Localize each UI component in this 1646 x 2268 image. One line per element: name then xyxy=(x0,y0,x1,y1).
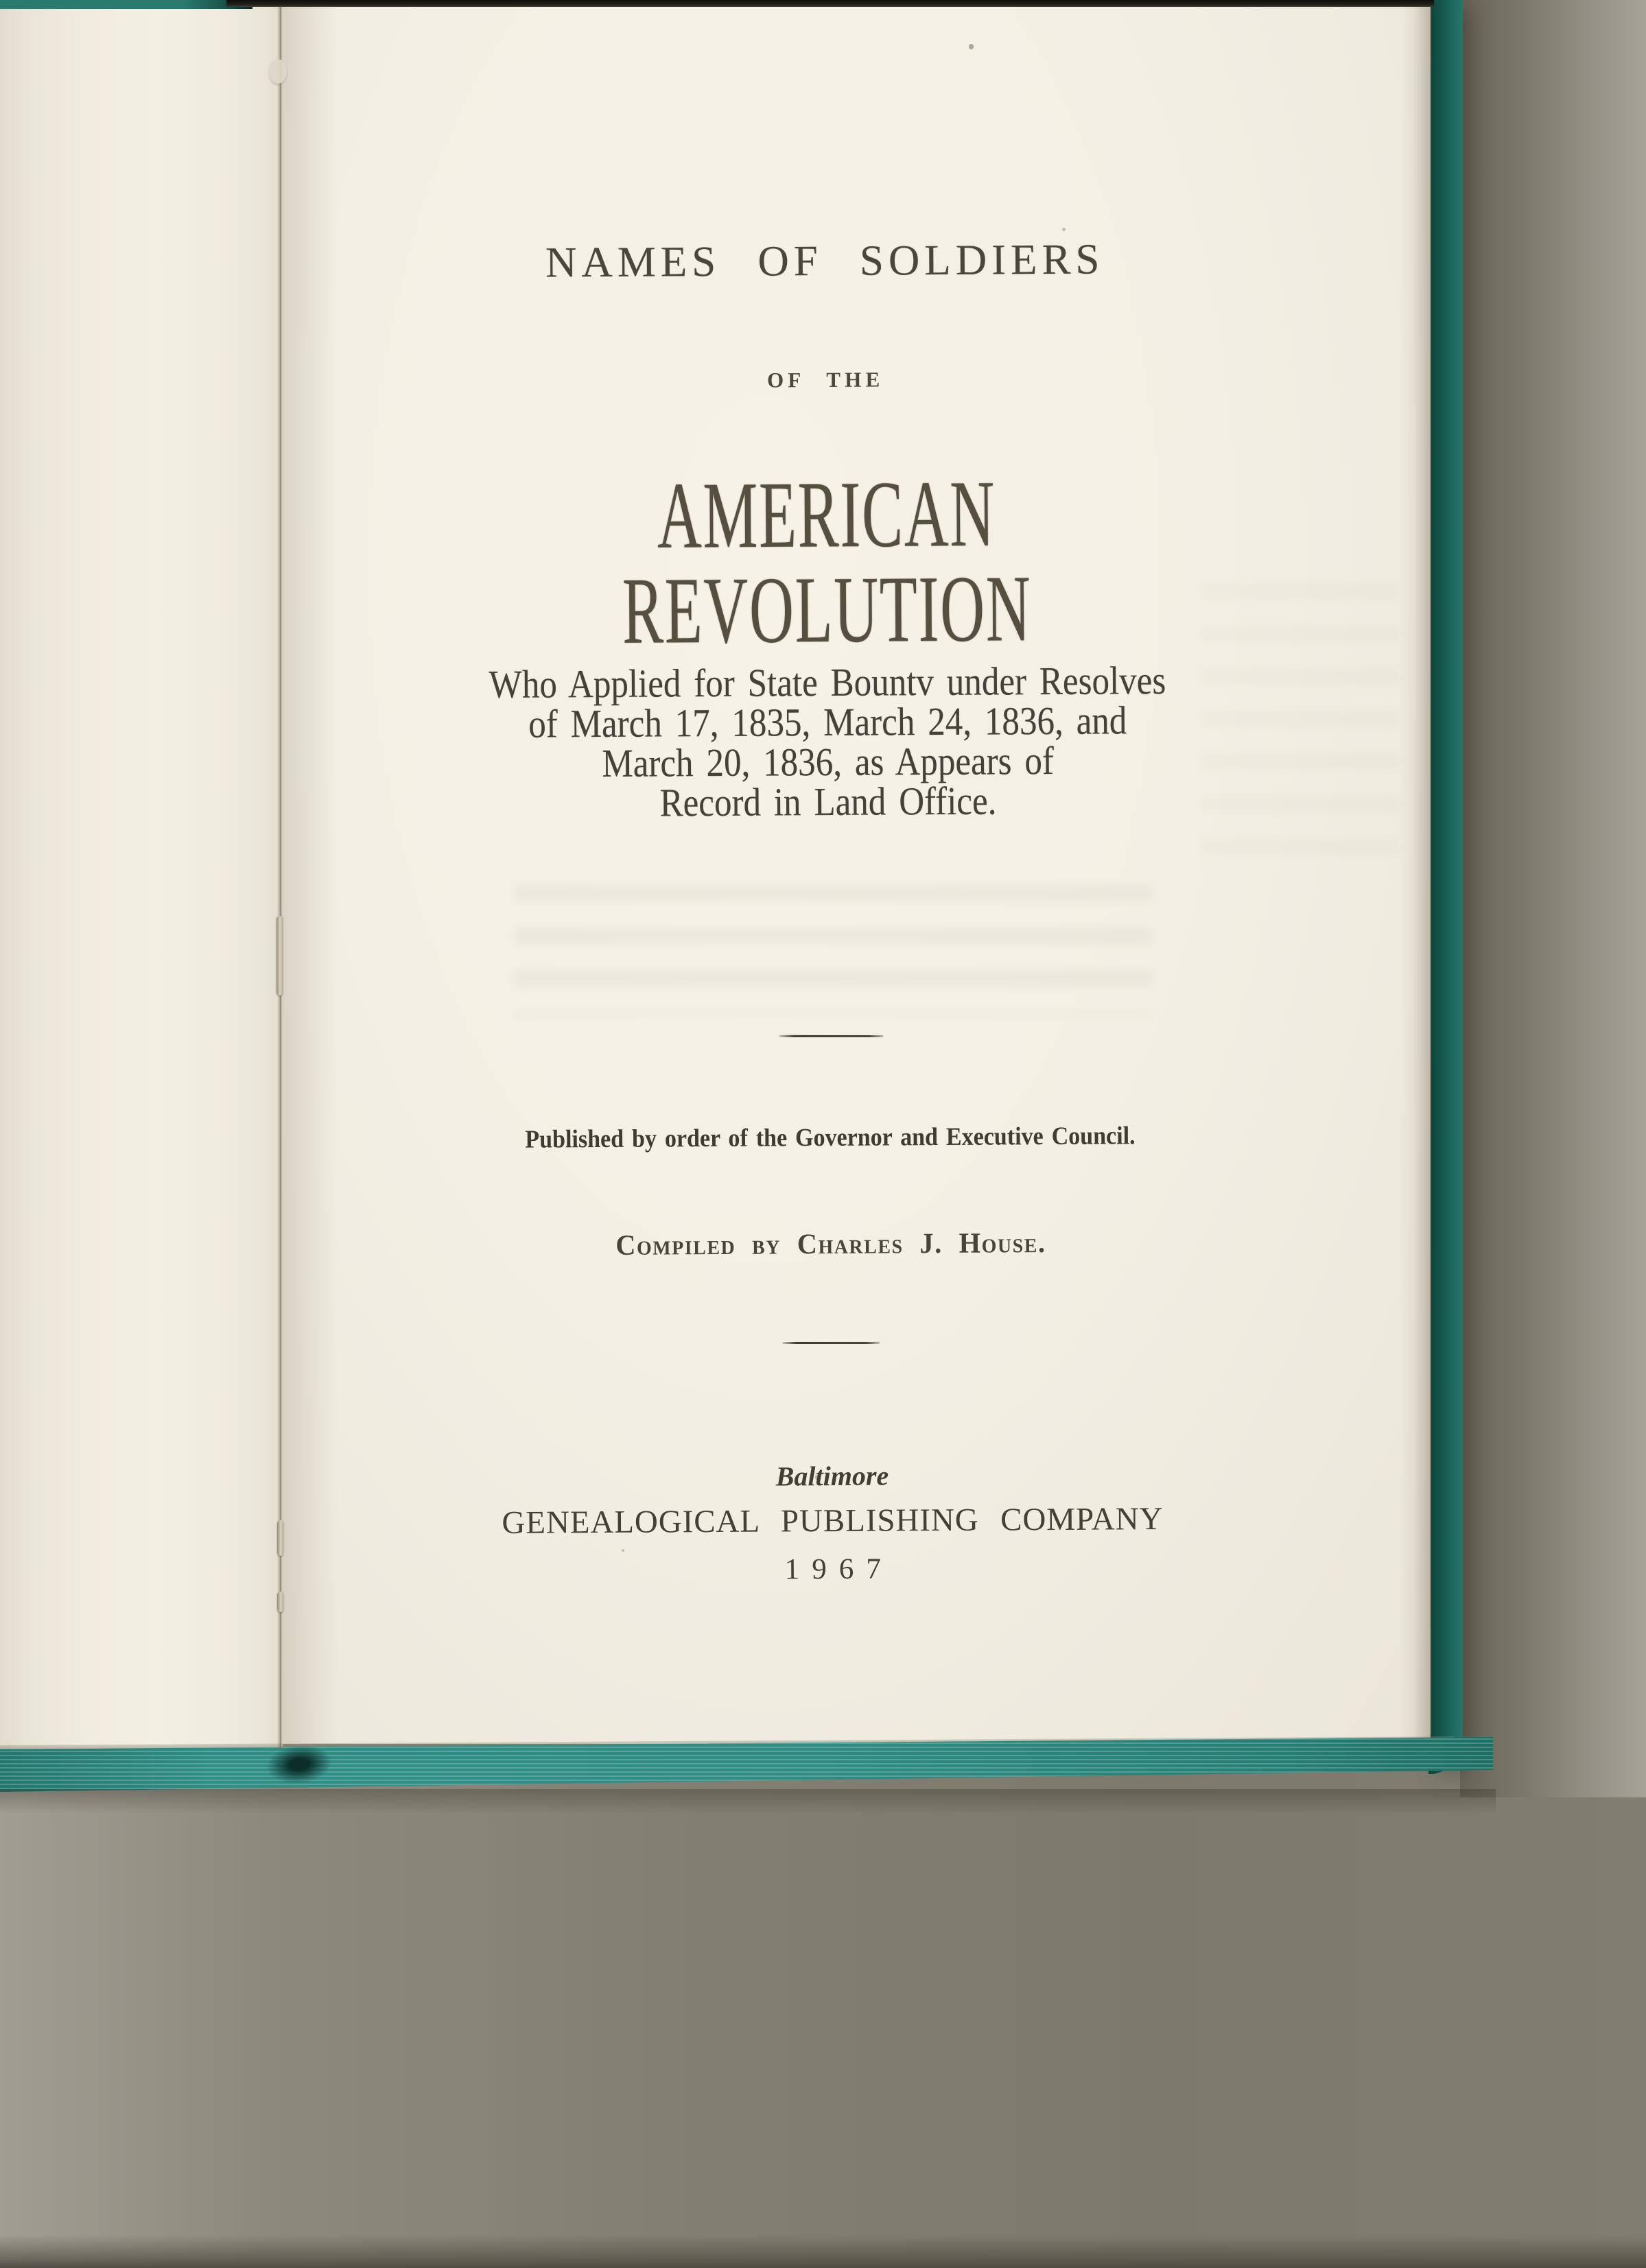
half-title: NAMES OF SOLDIERS xyxy=(545,235,1105,287)
stitch-thread xyxy=(277,916,283,995)
scanner-background-bottom-edge xyxy=(0,2235,1646,2268)
main-title xyxy=(293,460,1361,664)
main-title-text: AMERICAN REVOLUTION xyxy=(622,460,1032,664)
scanner-background-right xyxy=(1460,0,1646,1797)
paper-flaw xyxy=(269,59,287,84)
cover-dark-blotch xyxy=(264,1742,333,1787)
flyleaf-page xyxy=(0,7,283,1751)
book-cover-edge-top xyxy=(0,0,252,9)
stitch-thread xyxy=(277,1592,283,1612)
gutter-seam xyxy=(277,7,283,1749)
subtitle-line: Who Applied for State Bountv under Resolves xyxy=(489,657,1166,707)
book-cover-edge-right xyxy=(1429,0,1463,1774)
imprint-city: Baltimore xyxy=(775,1460,889,1492)
rule-divider xyxy=(782,1342,880,1344)
subtitle-line: March 20, 1836, as Appears of xyxy=(602,737,1055,786)
imprint-publisher: GENEALOGICAL PUBLISHING COMPANY xyxy=(502,1501,1164,1541)
printed-text-column xyxy=(290,0,1367,1718)
published-line: Published by order of the Governor and Executive Council. xyxy=(525,1122,1136,1154)
stitch-thread xyxy=(277,1520,283,1556)
compiled-line: Compiled by Charles J. House. xyxy=(615,1227,1046,1262)
subtitle-line: of March 17, 1835, March 24, 1836, and xyxy=(528,698,1127,746)
subtitle-line: Record in Land Office. xyxy=(659,778,997,825)
cover-bottom-shadow xyxy=(0,1789,1496,1814)
rule-divider xyxy=(779,1035,883,1037)
imprint-year: 1967 xyxy=(784,1552,894,1586)
section-label: OF THE xyxy=(766,367,884,392)
subtitle-block xyxy=(358,657,1298,825)
